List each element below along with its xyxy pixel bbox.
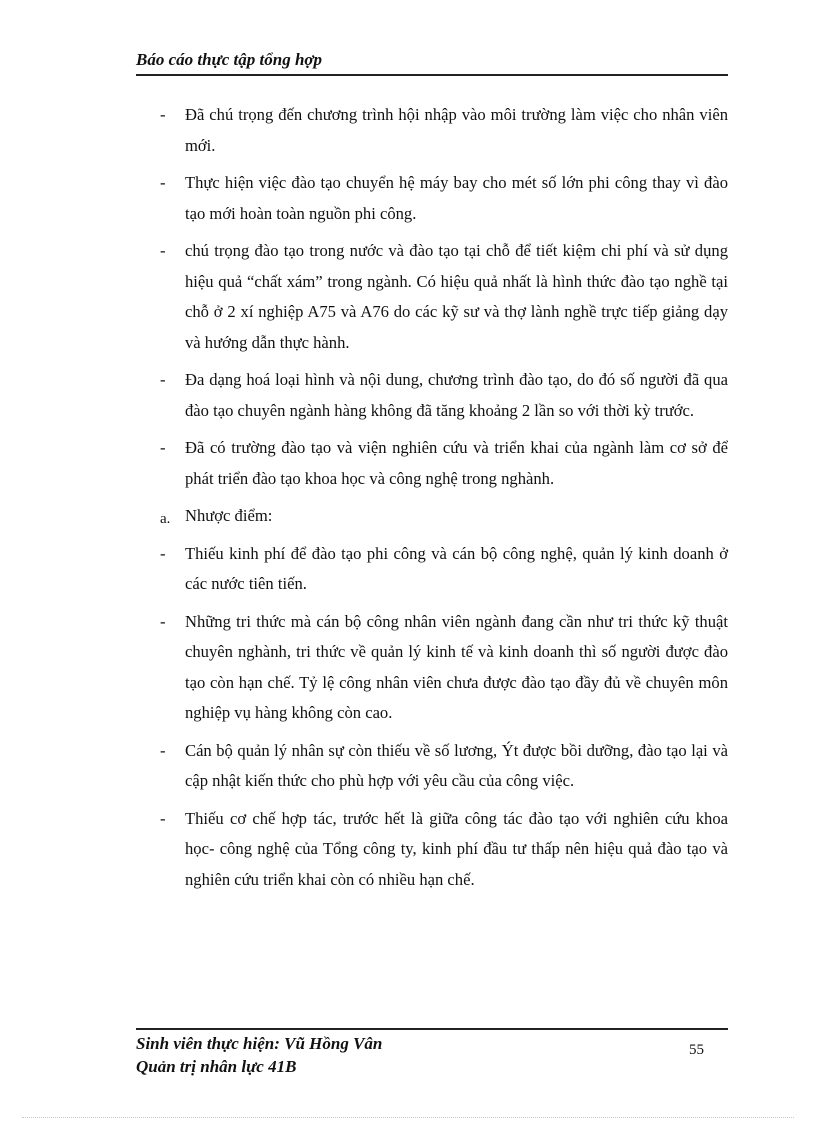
- footer-divider: [136, 1028, 728, 1030]
- list-item-text: Thiếu kinh phí để đào tạo phi công và cán bộ công nghệ, quản lý kinh doanh ở các nước tiên tiến.: [185, 543, 728, 593]
- bullet-dash: -: [160, 241, 166, 260]
- footer-author: Sinh viên thực hiện: Vũ Hồng Vân: [136, 1034, 383, 1053]
- list-item: [160, 433, 728, 494]
- bullet-dash: -: [160, 611, 166, 631]
- list-item-text: Cán bộ quản lý nhân sự còn thiếu về số lương, Ýt được bồi dưỡng, đào tạo lại và cập nhật kiến thức cho phù hợp với yêu cầu của công việc.: [185, 740, 728, 790]
- list-item: [160, 736, 728, 797]
- list-item-text: Những tri thức mà cán bộ công nhân viên ngành đang cần như tri thức kỹ thuật chuyên nghành, tri thức về quản lý kinh tế và kinh doanh thì số người được đào tạo còn hạn chế. Tỷ lệ công nhân viên chưa được đào tạo đầy đủ về chuyên môn nghiệp vụ hàng không còn cao.: [185, 611, 728, 722]
- list-item: [160, 539, 728, 600]
- document-body: [160, 100, 728, 902]
- section-heading-text: Nhược điểm:: [185, 506, 273, 525]
- bullet-dash: -: [160, 543, 166, 563]
- page-number: 55: [689, 1042, 704, 1058]
- bullet-dash: -: [160, 438, 166, 457]
- section-marker: a.: [160, 511, 171, 527]
- page-header: [136, 48, 728, 76]
- list-item-text: Đã chú trọng đến chương trình hội nhập vào môi trường làm việc cho nhân viên mới.: [185, 105, 728, 155]
- list-item-text: Đa dạng hoá loại hình và nội dung, chương trình đào tạo, do đó số người đã qua đào tạo chuyên ngành hàng không đã tăng khoảng 2 lần so với thời kỳ trước.: [185, 370, 728, 420]
- bullet-dash: -: [160, 740, 166, 760]
- list-item-text: Đã có trường đào tạo và viện nghiên cứu và triển khai của ngành làm cơ sở để phát triển đào tạo khoa học và công nghệ trong nghành.: [185, 438, 728, 488]
- list-item: [160, 804, 728, 896]
- list-item: [160, 607, 728, 729]
- list-item-text: Thực hiện việc đào tạo chuyển hệ máy bay cho mét số lớn phi công thay vì đào tạo mới hoàn toàn nguồn phi công.: [185, 173, 728, 223]
- footer-class: Quản trị nhân lực 41B: [136, 1057, 297, 1076]
- bullet-dash: -: [160, 808, 166, 828]
- report-title: Báo cáo thực tập tổng hợp: [136, 50, 323, 69]
- list-item: [160, 236, 728, 358]
- list-item: [160, 100, 728, 161]
- bullet-dash: -: [160, 105, 166, 124]
- list-item: [160, 365, 728, 426]
- list-item: [160, 168, 728, 229]
- list-item-text: Thiếu cơ chế hợp tác, trước hết là giữa công tác đào tạo với nghiên cứu khoa học- công nghệ của Tổng công ty, kinh phí đầu tư thấp nên hiệu quả đào tạo và nghiên cứu triển khai còn có nhiều hạn chế.: [185, 808, 728, 889]
- section-heading: [160, 501, 728, 532]
- list-item-text: chú trọng đào tạo trong nước và đào tạo tại chỗ để tiết kiệm chi phí và sử dụng hiệu quả “chất xám” trong ngành. Có hiệu quả nhất là hình thức đào tạo nghề tại chỗ ở 2 xí nghiệp A75 và A76 do các kỹ sư và thợ lành nghề trực tiếp giảng dạy và hướng dẫn thực hành.: [185, 241, 728, 352]
- bullet-dash: -: [160, 173, 166, 192]
- page-bottom-dotted-line: [22, 1117, 794, 1118]
- bullet-dash: -: [160, 370, 166, 389]
